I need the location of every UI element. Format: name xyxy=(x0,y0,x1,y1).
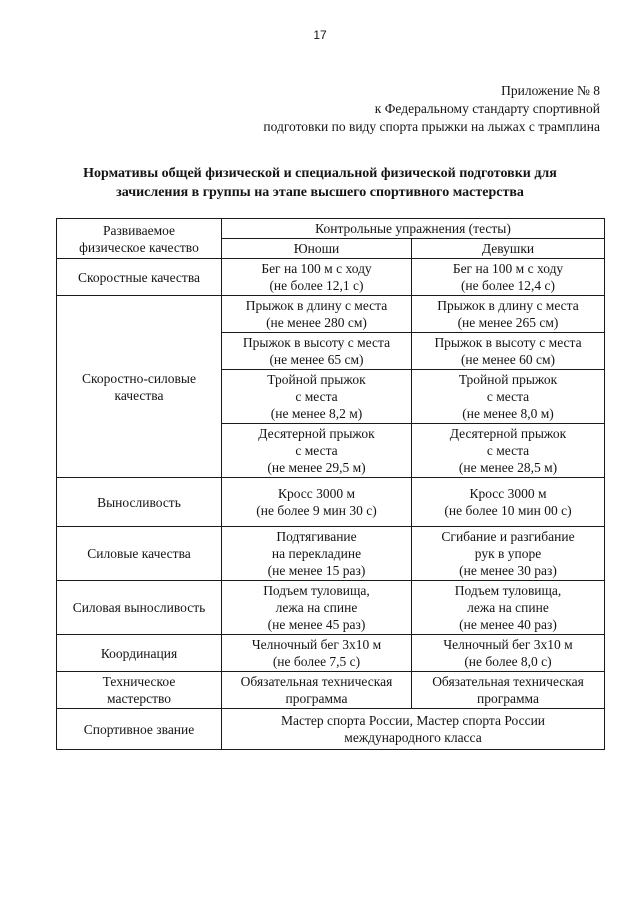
table-row xyxy=(57,709,605,750)
quality-line: мастерство xyxy=(107,691,171,706)
test-line: рук в упоре xyxy=(474,546,542,561)
test-line: (не более 12,4 с) xyxy=(460,278,556,293)
test-line: Прыжок в длину с места xyxy=(437,298,579,313)
test-line: Подъем туловища, xyxy=(263,583,370,598)
test-line: с места xyxy=(486,443,530,458)
test-line: (не более 12,1 с) xyxy=(269,278,364,293)
test-line: Прыжок в высоту с места xyxy=(242,335,391,350)
test-line: Десятерной прыжок xyxy=(258,426,375,441)
test-line: Обязательная техническая xyxy=(432,674,584,689)
test-line: Бег на 100 м с ходу xyxy=(261,261,372,276)
test-line: с места xyxy=(486,389,530,404)
appendix-line: Приложение № 8 xyxy=(501,83,600,98)
boys-cell xyxy=(222,672,412,709)
test-line: Кросс 3000 м xyxy=(469,486,547,501)
quality-line: Силовая выносливость xyxy=(72,600,206,615)
header-quality-line: Развиваемое xyxy=(102,222,176,238)
test-line: Подтягивание xyxy=(276,529,357,544)
girls-cell xyxy=(412,527,605,581)
page-number: 17 xyxy=(313,28,327,42)
girls-cell xyxy=(412,672,605,709)
quality-cell xyxy=(57,527,222,581)
title-line: Нормативы общей физической и специальной физической подготовки для xyxy=(83,166,557,181)
quality-line: Силовые качества xyxy=(87,546,191,561)
quality-line: Скоростные качества xyxy=(77,269,201,285)
quality-cell xyxy=(57,478,222,527)
boys-cell xyxy=(222,527,412,581)
test-line: на перекладине xyxy=(271,546,362,561)
test-line: (не менее 28,5 м) xyxy=(458,460,558,475)
test-line: Десятерной прыжок xyxy=(449,426,567,441)
quality-line: Спортивное звание xyxy=(83,721,195,737)
test-line: (не менее 15 раз) xyxy=(267,563,366,578)
quality-line: Техническое xyxy=(102,674,176,689)
test-line: (не более 8,0 с) xyxy=(464,654,552,669)
test-line: программа xyxy=(477,691,539,706)
rank-line: международного класса xyxy=(344,730,482,745)
test-line: Челночный бег 3x10 м xyxy=(251,637,382,652)
test-line: Прыжок в длину с места xyxy=(245,298,388,313)
boys-cell xyxy=(222,478,412,527)
test-line: лежа на спине xyxy=(275,600,358,615)
test-line: Подъем туловища, xyxy=(454,583,562,598)
quality-line: качества xyxy=(114,387,164,403)
test-line: с места xyxy=(295,443,338,458)
header-tests: Контрольные упражнения (тесты) xyxy=(222,219,605,239)
test-line: Кросс 3000 м xyxy=(277,486,356,501)
test-line: (не менее 65 см) xyxy=(269,352,364,367)
quality-cell xyxy=(57,296,222,478)
table-row xyxy=(57,581,605,635)
test-line: (не менее 30 раз) xyxy=(459,563,557,578)
girls-cell xyxy=(412,635,605,672)
test-line: с места xyxy=(295,389,338,404)
norms-table xyxy=(56,218,605,750)
header-boys: Юноши xyxy=(222,239,412,259)
boys-cell xyxy=(222,581,412,635)
table-header-row xyxy=(57,219,605,239)
boys-cell xyxy=(222,635,412,672)
test-line: Бег на 100 м с ходу xyxy=(452,261,564,276)
table-row xyxy=(57,672,605,709)
quality-line: Координация xyxy=(100,645,178,661)
appendix-line: подготовки по виду спорта прыжки на лыжах с трамплина xyxy=(263,119,600,134)
girls-cell xyxy=(412,581,605,635)
test-line: (не менее 265 см) xyxy=(457,315,559,330)
appendix-line: к Федеральному стандарту спортивной xyxy=(374,101,600,116)
header-girls: Девушки xyxy=(412,239,605,259)
girls-cell xyxy=(412,333,605,370)
quality-line: Скоростно-силовые xyxy=(82,370,196,386)
table-row xyxy=(57,478,605,527)
test-line: (не более 9 мин 30 с) xyxy=(256,503,377,518)
quality-line: Выносливость xyxy=(97,494,181,510)
test-line: Прыжок в высоту с места xyxy=(434,335,582,350)
test-line: (не менее 29,5 м) xyxy=(267,460,366,475)
test-line: (не менее 280 см) xyxy=(266,315,367,330)
table-row xyxy=(57,259,605,296)
table-row xyxy=(57,527,605,581)
test-line: программа xyxy=(285,691,348,706)
test-line: Обязательная техническая xyxy=(240,674,393,689)
header-quality-line: физическое качество xyxy=(79,239,199,255)
test-line: лежа на спине xyxy=(467,600,549,615)
test-line: (не менее 40 раз) xyxy=(459,617,557,632)
quality-cell xyxy=(57,672,222,709)
quality-cell xyxy=(57,581,222,635)
quality-cell xyxy=(57,259,222,296)
test-line: (не менее 8,2 м) xyxy=(270,406,363,421)
boys-cell xyxy=(222,259,412,296)
test-line: Сгибание и разгибание xyxy=(441,529,575,544)
test-line: (не более 7,5 с) xyxy=(272,654,361,669)
table-row xyxy=(57,635,605,672)
test-line: Тройной прыжок xyxy=(267,372,366,387)
girls-cell xyxy=(412,478,605,527)
girls-cell xyxy=(412,370,605,424)
document-title xyxy=(46,164,594,202)
title-line: зачисления в группы на этапе высшего спортивного мастерства xyxy=(116,185,524,200)
boys-cell xyxy=(222,333,412,370)
test-line: (не менее 8,0 м) xyxy=(462,406,554,421)
test-line: (не менее 60 см) xyxy=(460,352,556,367)
boys-cell xyxy=(222,424,412,478)
quality-cell xyxy=(57,709,222,750)
test-line: Челночный бег 3x10 м xyxy=(443,637,573,652)
test-line: (не более 10 мин 00 с) xyxy=(444,503,572,518)
girls-cell xyxy=(412,424,605,478)
test-line: Тройной прыжок xyxy=(458,372,558,387)
girls-cell xyxy=(412,296,605,333)
test-line: (не менее 45 раз) xyxy=(267,617,366,632)
rank-line: Мастер спорта России, Мастер спорта России xyxy=(280,713,546,728)
girls-cell xyxy=(412,259,605,296)
header-quality xyxy=(57,219,222,259)
table-row xyxy=(57,296,605,333)
appendix-heading xyxy=(180,82,600,136)
rank-cell xyxy=(222,709,605,750)
boys-cell xyxy=(222,370,412,424)
boys-cell xyxy=(222,296,412,333)
quality-cell xyxy=(57,635,222,672)
